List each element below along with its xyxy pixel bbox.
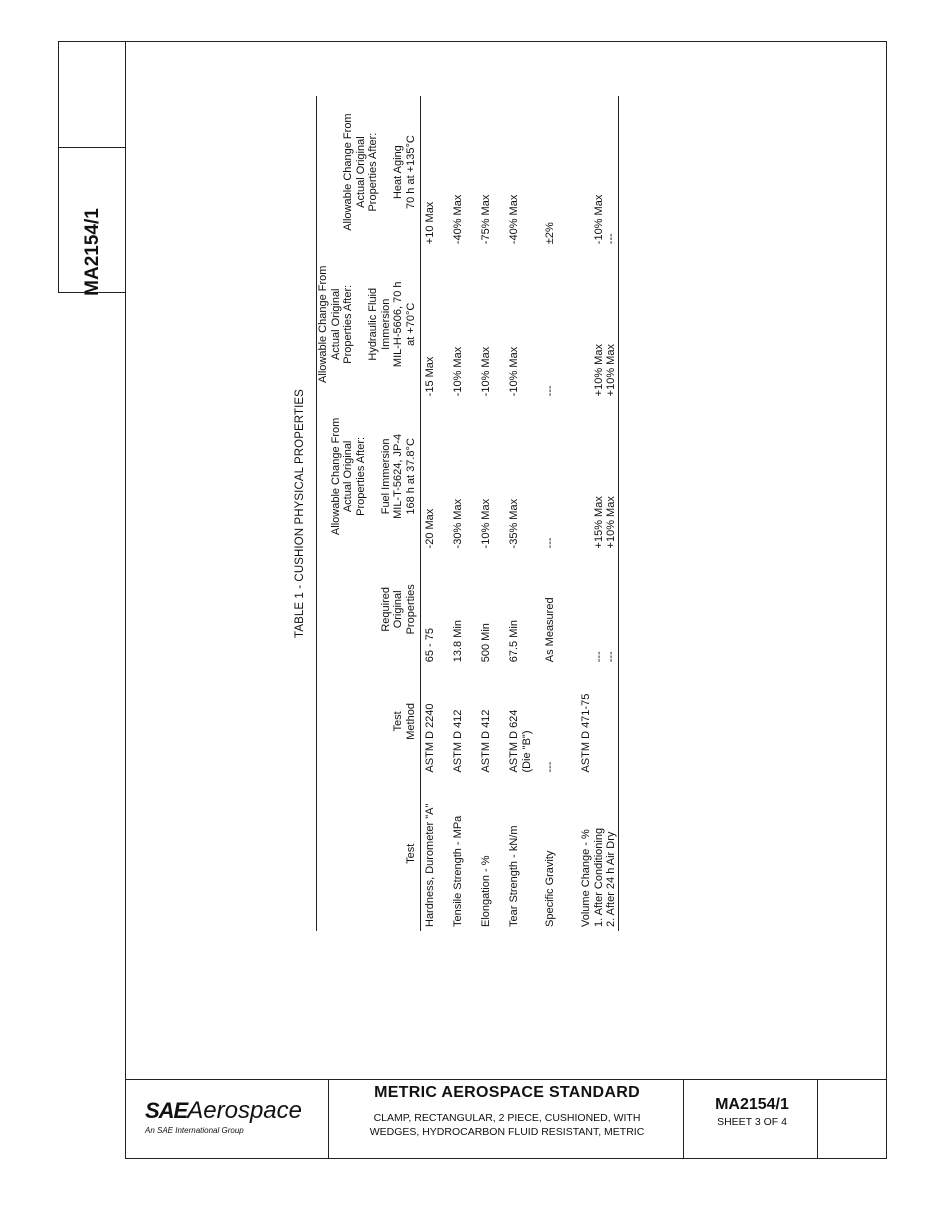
sheet-number: SHEET 3 OF 4 xyxy=(717,1116,787,1128)
table-row: Elongation - % ASTM D 412 500 Min -10% Max -10% Max -75% Max xyxy=(480,194,492,927)
side-tab-doc-code: MA2154/1 xyxy=(82,208,103,296)
logo-word: Aerospace xyxy=(187,1097,302,1124)
side-tab-divider xyxy=(59,147,126,148)
header-heat-aging: Allowable Change From Actual Original Properties After: Heat Aging 70 h at +135°C xyxy=(342,113,417,231)
header-test-method: Test Method xyxy=(392,703,417,740)
logo-brand: SAE xyxy=(145,1098,188,1123)
standard-heading: METRIC AEROSPACE STANDARD xyxy=(374,1084,640,1101)
sae-aerospace-logo xyxy=(145,1097,302,1135)
table-row: Tear Strength - kN/m ASTM D 624 (Die "B") 67.5 Min -35% Max -10% Max -40% Max xyxy=(508,194,533,927)
document-number: MA2154/1 xyxy=(715,1096,789,1113)
document-title: CLAMP, RECTANGULAR, 2 PIECE, CUSHIONED, WITH WEDGES, HYDROCARBON FLUID RESISTANT, METRIC xyxy=(369,1112,645,1138)
logo-group: An SAE International Group xyxy=(145,1126,244,1135)
header-test: Test xyxy=(404,843,417,864)
table-row: Specific Gravity --- As Measured --- --- ±2% xyxy=(544,222,556,927)
standard-title-cell xyxy=(330,1081,684,1139)
header-hydraulic-fluid: Allowable Change From Actual Original Properties After: Hydraulic Fluid Immersion MIL-H-5606, 70 h at +70°C xyxy=(317,265,417,383)
rotated-table-area xyxy=(290,96,708,931)
table-row: Volume Change - % 1. After Conditioning 2. After 24 h Air Dry ASTM D 471-75 --- --- +15% Max +10% Max +10% Max +10% Max -10% Max --- xyxy=(580,96,619,931)
table-caption: TABLE 1 - CUSHION PHYSICAL PROPERTIES xyxy=(294,389,306,638)
properties-table xyxy=(316,96,619,931)
table-row: Hardness, Durometer "A" ASTM D 2240 65 - 75 -20 Max -15 Max +10 Max xyxy=(421,96,453,931)
side-tab xyxy=(58,41,126,296)
header-required-properties: Required Original Properties xyxy=(379,584,417,635)
header-fuel-immersion: Allowable Change From Actual Original Properties After: Fuel Immersion MIL-T-5624, JP-4 168 h at 37.8°C xyxy=(329,417,417,536)
table-row: Tensile Strength - MPa ASTM D 412 13.8 Min -30% Max -10% Max -40% Max xyxy=(452,194,464,927)
document-id-cell xyxy=(686,1096,818,1128)
table-header-row xyxy=(317,96,421,931)
title-block-divider xyxy=(328,1080,329,1159)
